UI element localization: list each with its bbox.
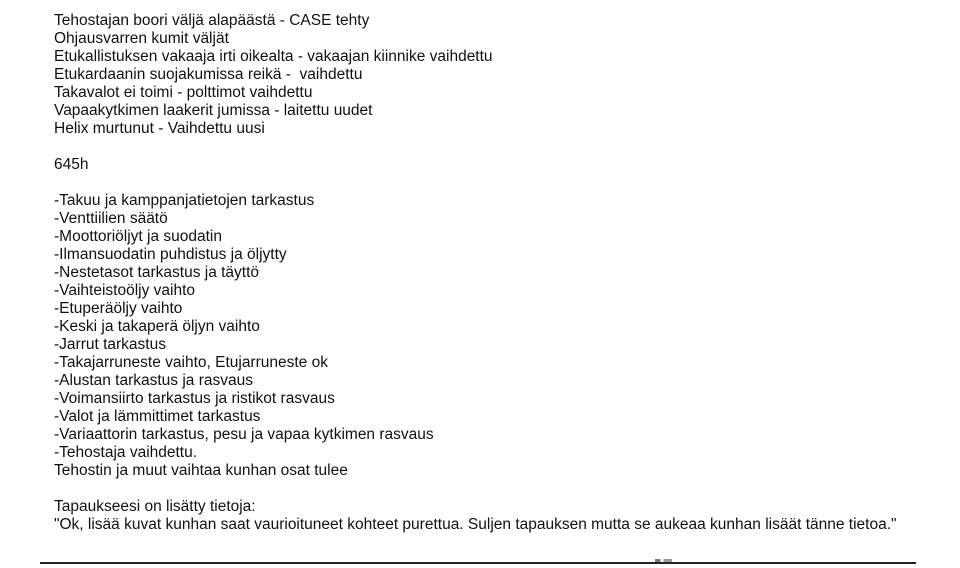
finding-line: Etukardaanin suojakumissa reikä - vaihdettu: [54, 66, 363, 83]
service-item: -Alustan tarkastus ja rasvaus: [54, 372, 254, 389]
finding-line: Etukallistuksen vakaaja irti oikealta - vakaajan kiinnike vaihdettu: [54, 48, 493, 65]
finding-line: Tehostajan boori väljä alapäästä - CASE tehty: [54, 12, 370, 29]
case-note-text: "Ok, lisää kuvat kunhan saat vaurioituneet kohteet purettua. Suljen tapauksen mutta se aukeaa kunhan lisäät tänne tietoa.": [54, 516, 897, 533]
service-checklist: [54, 192, 934, 480]
finding-line: Helix murtunut - Vaihdettu uusi: [54, 120, 265, 137]
service-item: -Ilmansuodatin puhdistus ja öljytty: [54, 246, 287, 263]
service-item: -Venttiilien säätö: [54, 210, 168, 227]
finding-line: Ohjausvarren kumit väljät: [54, 30, 229, 47]
service-item: Tehostin ja muut vaihtaa kunhan osat tulee: [54, 462, 348, 479]
service-item: -Keski ja takaperä öljyn vaihto: [54, 318, 260, 335]
finding-line: Takavalot ei toimi - polttimot vaihdettu: [54, 84, 313, 101]
service-item: -Variaattorin tarkastus, pesu ja vapaa kytkimen rasvaus: [54, 426, 434, 443]
spacer: [54, 174, 934, 192]
spacer: [54, 480, 934, 498]
findings-list: [54, 12, 934, 138]
page-bottom-rule: [40, 562, 916, 564]
service-item: -Tehostaja vaihdettu.: [54, 444, 198, 461]
case-note-heading: Tapaukseesi on lisätty tietoja:: [54, 498, 256, 515]
service-item: -Voimansiirto tarkastus ja ristikot rasvaus: [54, 390, 335, 407]
service-item: -Valot ja lämmittimet tarkastus: [54, 408, 261, 425]
document-body: [54, 12, 934, 534]
service-item: -Vaihteistoöljy vaihto: [54, 282, 196, 299]
scan-artifact: [655, 559, 683, 562]
service-item: -Etuperäöljy vaihto: [54, 300, 183, 317]
service-item: -Takajarruneste vaihto, Etujarruneste ok: [54, 354, 328, 371]
finding-line: Vapaakytkimen laakerit jumissa - laitettu uudet: [54, 102, 373, 119]
service-item: -Takuu ja kamppanjatietojen tarkastus: [54, 192, 315, 209]
case-note: [54, 498, 934, 534]
service-item: -Jarrut tarkastus: [54, 336, 166, 353]
service-item: -Nestetasot tarkastus ja täyttö: [54, 264, 260, 281]
service-item: -Moottoriöljyt ja suodatin: [54, 228, 222, 245]
service-hours: 645h: [54, 156, 89, 173]
spacer: [54, 138, 934, 156]
